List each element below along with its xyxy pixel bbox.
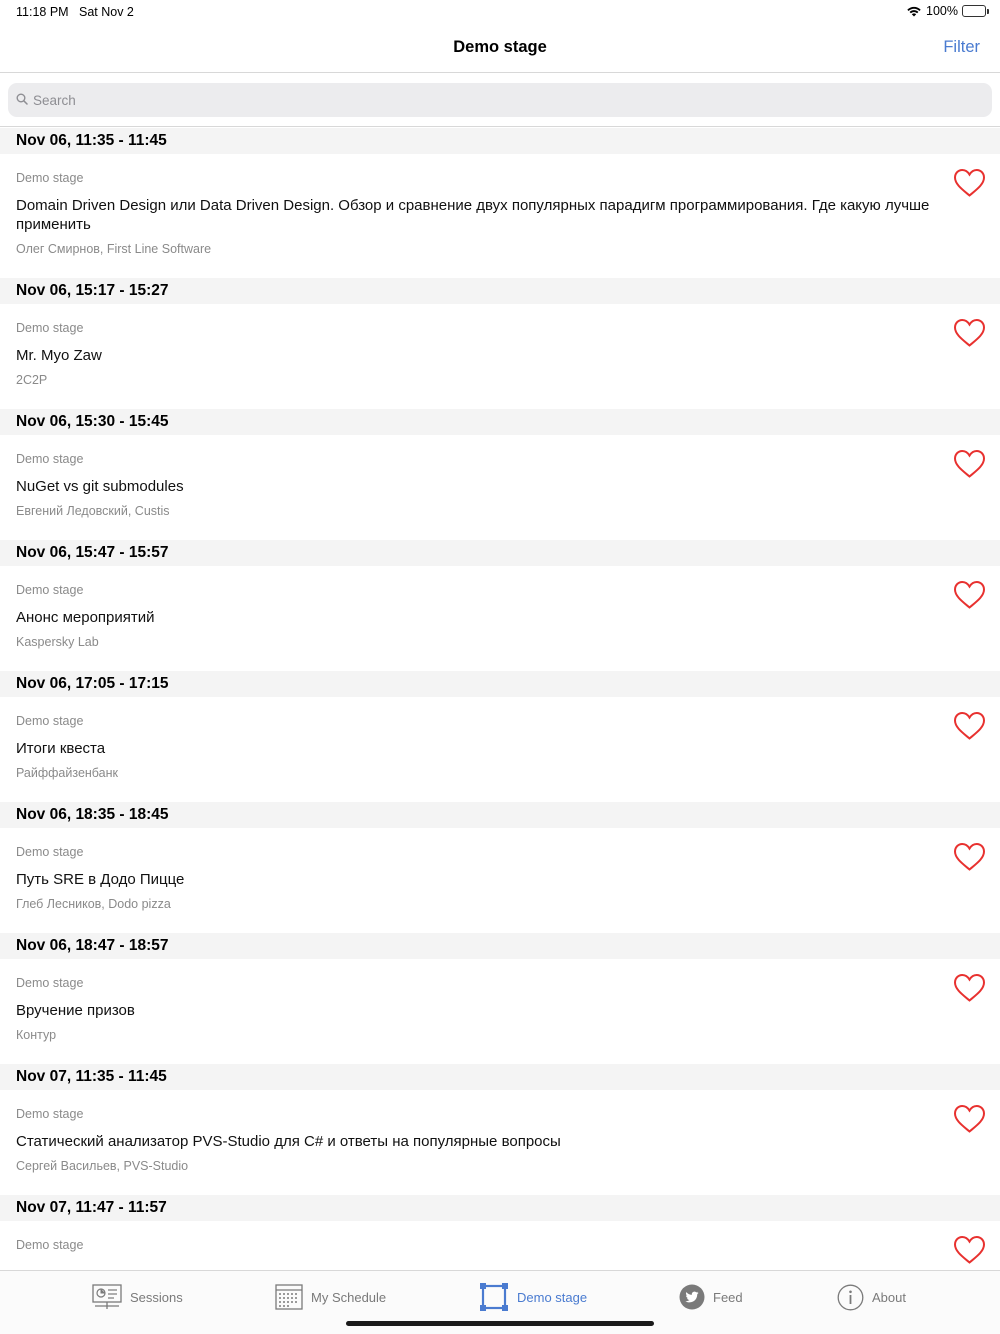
session-title: Domain Driven Design или Data Driven Design. Обзор и сравнение двух популярных парадигм программирования. Где какую лучше применить xyxy=(16,197,930,233)
section-header: Nov 06, 15:30 - 15:45 xyxy=(0,409,1000,435)
session-cell[interactable] xyxy=(0,154,1000,278)
section-header: Nov 06, 18:35 - 18:45 xyxy=(0,802,1000,828)
favorite-heart-icon[interactable] xyxy=(953,580,986,610)
tab-label: My Schedule xyxy=(311,1289,387,1305)
session-cell[interactable] xyxy=(0,1221,1000,1270)
session-title: Путь SRE в Додо Пицце xyxy=(16,871,185,888)
session-title: Статический анализатор PVS-Studio для C# и ответы на популярные вопросы xyxy=(16,1133,561,1150)
section-header: Nov 06, 15:17 - 15:27 xyxy=(0,278,1000,304)
session-cell[interactable] xyxy=(0,435,1000,540)
battery-percent: 100% xyxy=(926,4,958,18)
home-indicator xyxy=(346,1321,654,1326)
session-stage: Demo stage xyxy=(16,171,84,185)
search-input[interactable] xyxy=(8,83,992,117)
presentation-icon xyxy=(92,1284,122,1310)
status-bar xyxy=(0,0,1000,24)
session-stage: Demo stage xyxy=(16,452,84,466)
section-header: Nov 06, 17:05 - 17:15 xyxy=(0,671,1000,697)
session-stage: Demo stage xyxy=(16,321,84,335)
session-cell[interactable] xyxy=(0,566,1000,671)
favorite-heart-icon[interactable] xyxy=(953,973,986,1003)
twitter-icon xyxy=(679,1284,705,1310)
search-bar xyxy=(0,74,1000,127)
tab-sessions[interactable] xyxy=(92,1282,183,1312)
session-stage: Demo stage xyxy=(16,845,84,859)
session-title: Анонс мероприятий xyxy=(16,609,155,626)
tab-label: Demo stage xyxy=(517,1289,588,1305)
search-field[interactable] xyxy=(8,83,992,117)
tab-my-schedule[interactable] xyxy=(275,1282,386,1312)
favorite-heart-icon[interactable] xyxy=(953,318,986,348)
favorite-heart-icon[interactable] xyxy=(953,1235,986,1265)
filter-button[interactable]: Filter xyxy=(943,38,980,56)
section-header: Nov 06, 15:47 - 15:57 xyxy=(0,540,1000,566)
session-title: Итоги квеста xyxy=(16,740,106,757)
status-time: 11:18 PM xyxy=(16,5,69,19)
section-header: Nov 07, 11:47 - 11:57 xyxy=(0,1195,1000,1221)
session-speaker: Контур xyxy=(16,1028,57,1042)
favorite-heart-icon[interactable] xyxy=(953,711,986,741)
tab-feed[interactable] xyxy=(679,1282,743,1312)
session-stage: Demo stage xyxy=(16,1238,84,1252)
tab-label: Sessions xyxy=(130,1289,183,1305)
info-icon xyxy=(837,1284,864,1311)
page-title: Demo stage xyxy=(453,38,547,56)
session-stage: Demo stage xyxy=(16,583,84,597)
session-speaker: Олег Смирнов, First Line Software xyxy=(16,242,212,256)
session-cell[interactable] xyxy=(0,304,1000,409)
session-speaker: Сергей Васильев, PVS-Studio xyxy=(16,1159,189,1173)
section-header: Nov 06, 11:35 - 11:45 xyxy=(0,128,1000,154)
navigation-bar xyxy=(0,24,1000,73)
session-title: Вручение призов xyxy=(16,1002,135,1019)
session-cell[interactable] xyxy=(0,697,1000,802)
session-stage: Demo stage xyxy=(16,976,84,990)
favorite-heart-icon[interactable] xyxy=(953,449,986,479)
battery-icon xyxy=(962,5,986,17)
status-date: Sat Nov 2 xyxy=(79,5,134,19)
session-cell[interactable] xyxy=(0,1090,1000,1195)
session-speaker: Глеб Лесников, Dodo pizza xyxy=(16,897,171,911)
section-header: Nov 07, 11:35 - 11:45 xyxy=(0,1064,1000,1090)
favorite-heart-icon[interactable] xyxy=(953,1104,986,1134)
wifi-icon xyxy=(906,5,922,17)
calendar-icon xyxy=(275,1284,303,1310)
stage-icon xyxy=(479,1282,509,1312)
session-speaker: Райффайзенбанк xyxy=(16,766,119,780)
tab-demo-stage[interactable] xyxy=(479,1282,587,1312)
section-header: Nov 06, 18:47 - 18:57 xyxy=(0,933,1000,959)
session-cell[interactable] xyxy=(0,959,1000,1064)
session-speaker: Kaspersky Lab xyxy=(16,635,99,649)
favorite-heart-icon[interactable] xyxy=(953,168,986,198)
search-icon xyxy=(16,93,28,105)
session-list[interactable] xyxy=(0,128,1000,1270)
tab-label: Feed xyxy=(713,1289,743,1305)
session-stage: Demo stage xyxy=(16,1107,84,1121)
session-title: Mr. Myo Zaw xyxy=(16,347,102,364)
favorite-heart-icon[interactable] xyxy=(953,842,986,872)
session-cell[interactable] xyxy=(0,828,1000,933)
session-speaker: Евгений Ледовский, Custis xyxy=(16,504,170,518)
session-title: NuGet vs git submodules xyxy=(16,478,184,495)
session-speaker: 2C2P xyxy=(16,373,48,387)
tab-label: About xyxy=(872,1289,906,1305)
tab-about[interactable] xyxy=(837,1282,906,1312)
session-stage: Demo stage xyxy=(16,714,84,728)
